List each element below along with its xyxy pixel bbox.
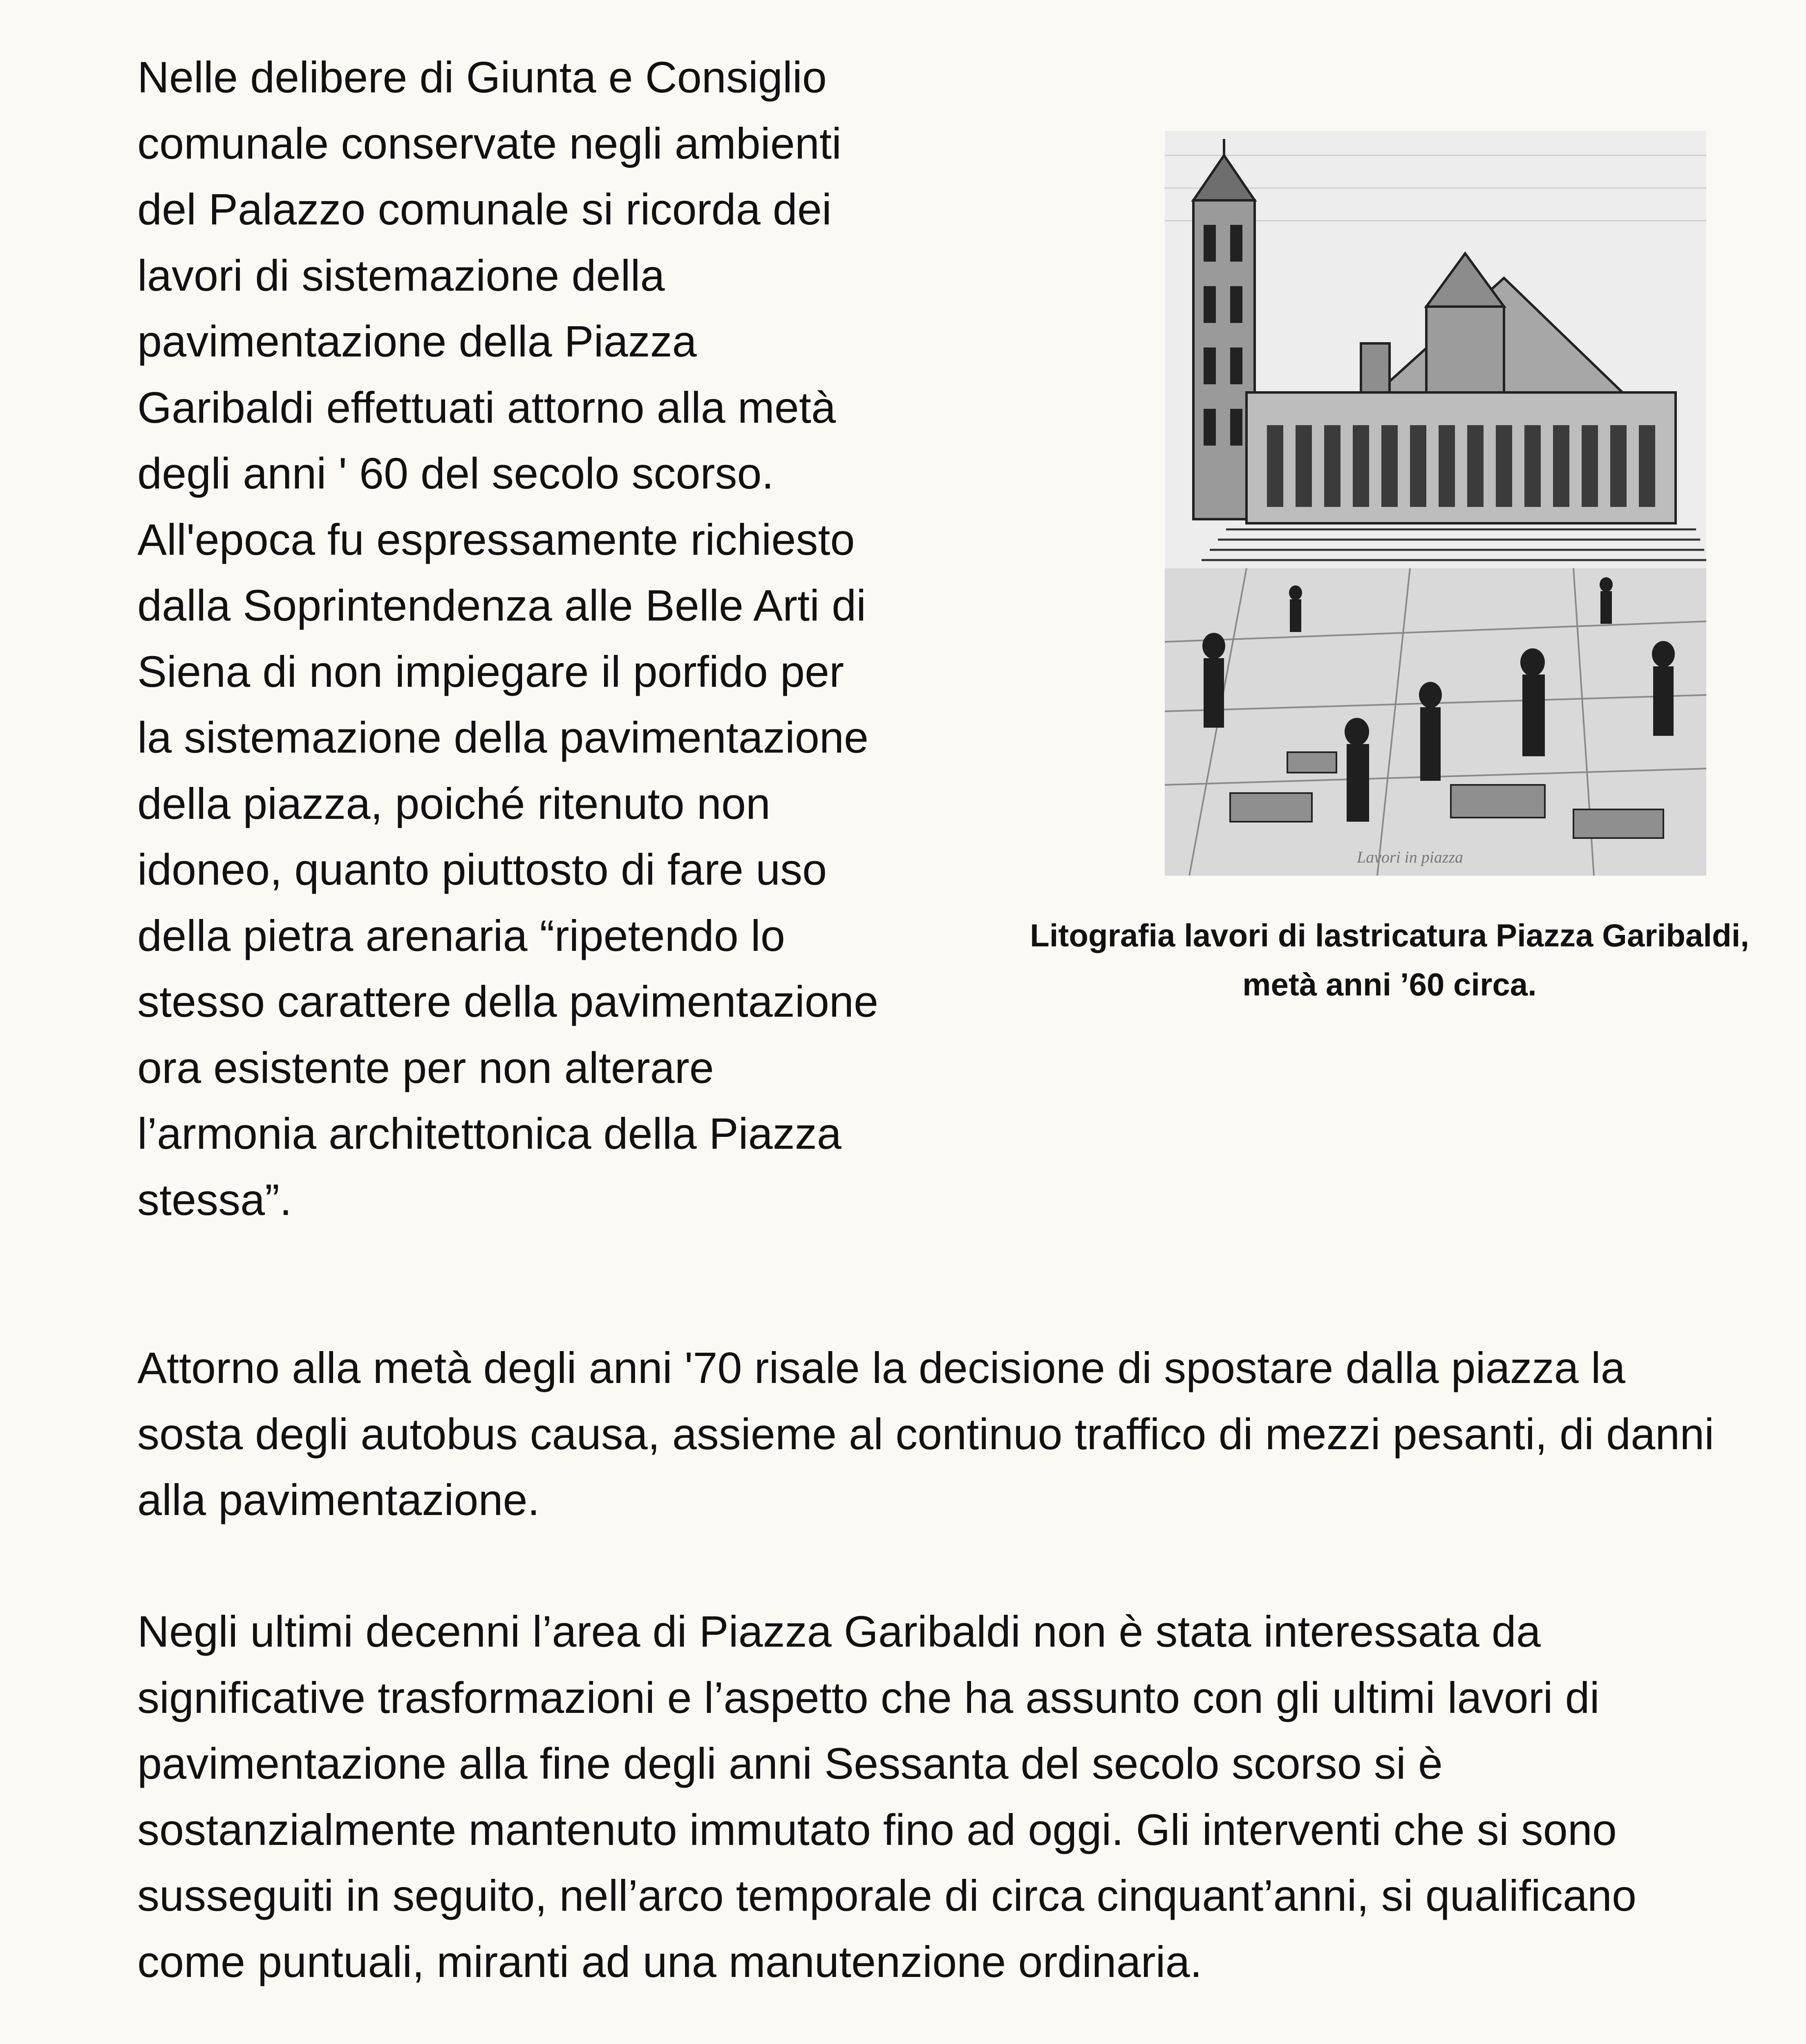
intro-paragraph: Nelle delibere di Giunta e Consiglio comunale conservate negli ambienti del Palazzo comunale si ricorda dei lavori di sistemazione della pavimentazione della Piazza Garibaldi effettuati attorno alla metà degli anni ' 60 del secolo scorso. All'epoca fu espressamente richiesto dalla Soprintendenza alle Belle Arti di Siena di non impiegare il porfido per la sistemazione della pavimentazione della piazza, poiché ritenuto non idoneo, quanto piuttosto di fare uso della pietra arenaria “ripetendo lo stesso carattere della pavimentazione ora esistente per non alterare l’armonia architettonica della Piazza stessa”. — [137, 52, 879, 1224]
caption-line-2: metà anni ’60 circa. — [1242, 966, 1537, 1002]
caption-line-1: Litografia lavori di lastricatura Piazza Garibaldi, — [1030, 917, 1749, 953]
paragraph-recent-decades: Negli ultimi decenni l’area di Piazza Garibaldi non è stata interessata da significative trasformazioni e l’aspetto che ha assunto con gli ultimi lavori di pavimentazione alla fine degli anni Sessanta del secolo scorso si è sostanzialmente mantenuto immutato fino ad oggi. Gli interventi che si sono susseguiti in seguito, nell’arco temporale di circa cinquant’anni, si qualificano come puntuali, miranti ad una manutenzione ordinaria. — [137, 1607, 1637, 1986]
paragraph-bus-parking: Attorno alla metà degli anni '70 risale la decisione di spostare dalla piazza la sosta degli autobus causa, assieme al continuo traffico di mezzi pesanti, di danni alla pavimentazione. — [137, 1343, 1714, 1524]
lithograph-inscription: Lavori in piazza — [1357, 848, 1464, 866]
figure-caption — [993, 911, 1786, 1009]
lithograph-image — [1165, 131, 1706, 876]
cathedral-lithograph-illustration — [1165, 131, 1706, 876]
